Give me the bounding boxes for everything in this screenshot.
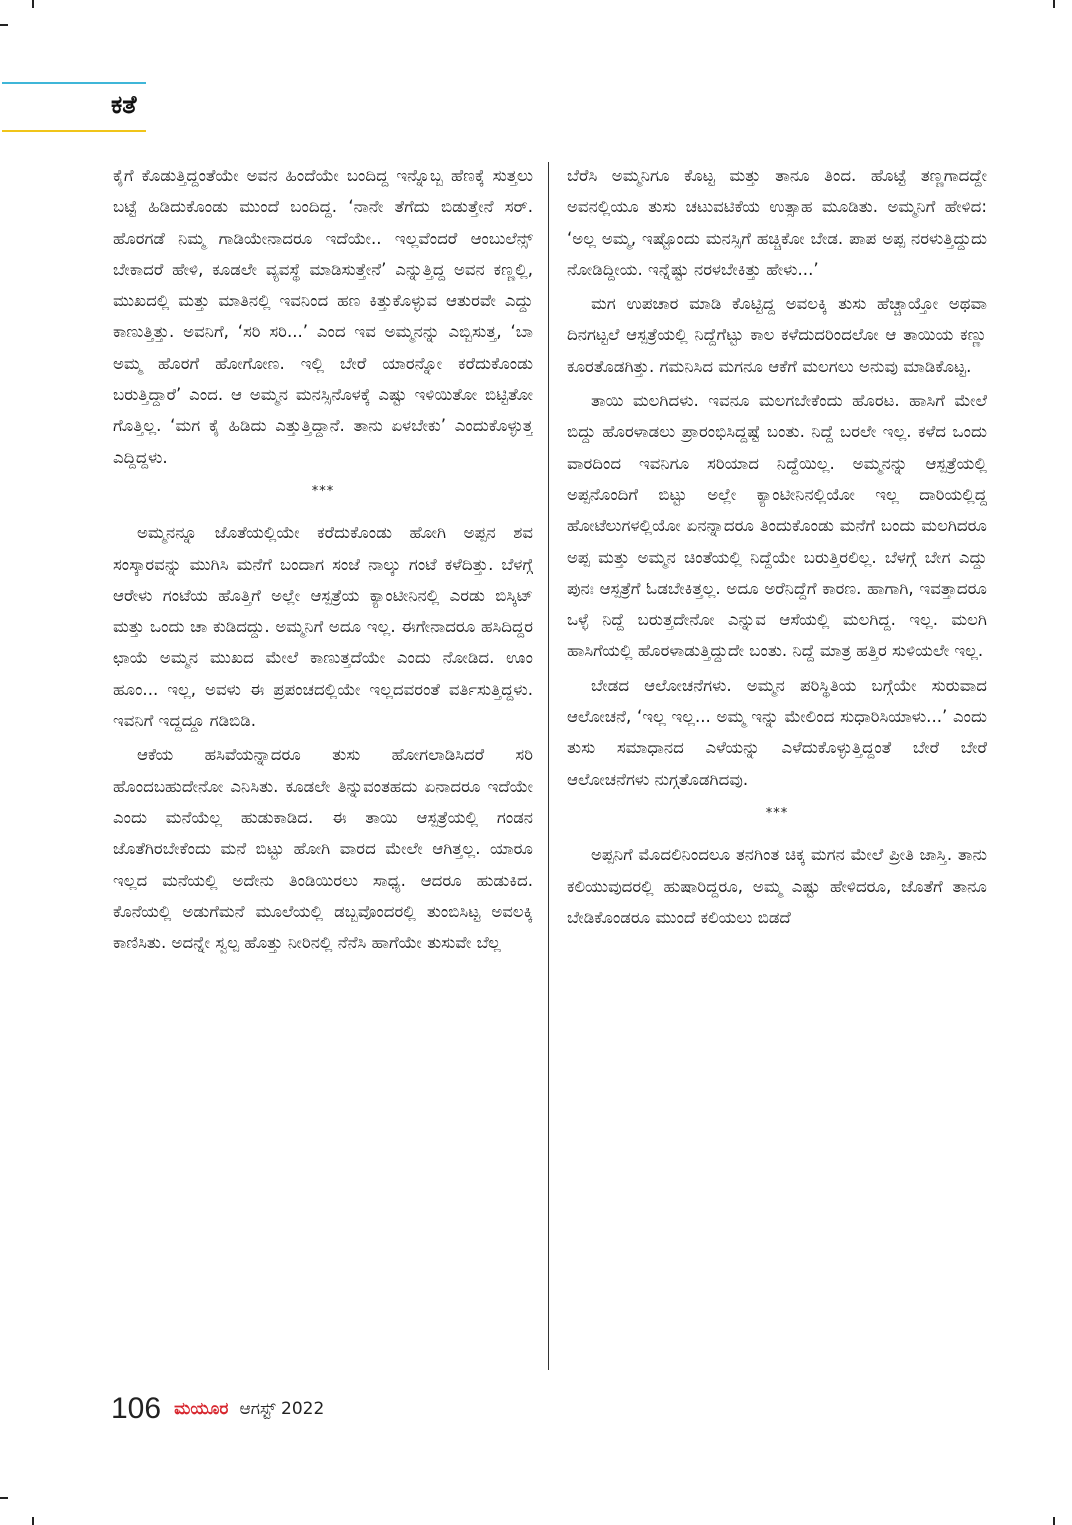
paragraph: ಅಪ್ಪನಿಗೆ ಮೊದಲಿನಿಂದಲೂ ತನಗಿಂತ ಚಿಕ್ಕ ಮಗನ ಮೇಲೆ ಪ್ರೀತಿ ಜಾಸ್ತಿ. ತಾನು ಕಲಿಯುವುದರಲ್ಲಿ ಹುಷಾರಿದ್ದರೂ, ಅಮ್ಮ ಎಷ್ಟು ಹೇಳಿದರೂ, ಜೊತೆಗೆ ತಾನೂ ಬೇಡಿಕೊಂಡರೂ ಮುಂದೆ ಕಲಿಯಲು ಬಿಡದೆ [567, 845, 987, 927]
crop-mark [32, 1517, 34, 1525]
header-rule-bottom [2, 130, 146, 132]
magazine-logo: ಮಯೂರ [174, 1399, 229, 1419]
paragraph: ಬೆರೆಸಿ ಅಮ್ಮನಿಗೂ ಕೊಟ್ಟ ಮತ್ತು ತಾನೂ ತಿಂದ. ಹೊಟ್ಟೆ ತಣ್ಣಗಾದದ್ದೇ ಅವನಲ್ಲಿಯೂ ತುಸು ಚಟುವಟಿಕೆಯ ಉತ್ಸಾಹ ಮೂಡಿತು. ಅಮ್ಮನಿಗೆ ಹೇಳಿದ: ‘ಅಲ್ಲ ಅಮ್ಮ, ಇಷ್ಟೊಂದು ಮನಸ್ಸಿಗೆ ಹಚ್ಚಿಕೋ ಬೇಡ. ಪಾಪ ಅಪ್ಪ ನರಳುತ್ತಿದ್ದುದು ನೋಡಿದ್ದೀಯ. ಇನ್ನೆಷ್ಟು ನರಳಬೇಕಿತ್ತು ಹೇಳು...’ [567, 166, 987, 279]
issue-date: ಆಗಸ್ಟ್ 2022 [239, 1399, 325, 1419]
paragraph: ಬೇಡದ ಆಲೋಚನೆಗಳು. ಅಮ್ಮನ ಪರಿಸ್ಥಿತಿಯ ಬಗ್ಗೆಯೇ ಸುರುವಾದ ಆಲೋಚನೆ, ‘ಇಲ್ಲ ಇಲ್ಲ... ಅಮ್ಮ ಇನ್ನು ಮೇಲಿಂದ ಸುಧಾರಿಸಿಯಾಳು...’ ಎಂದು ತುಸು ಸಮಾಧಾನದ ಎಳೆಯನ್ನು ಎಳೆದುಕೊಳ್ಳುತ್ತಿದ್ದಂತೆ ಬೇರೆ ಬೇರೆ ಆಲೋಚನೆಗಳು ನುಗ್ಗತೊಡಗಿದವು. [567, 675, 987, 789]
column-divider [548, 162, 549, 1370]
crop-mark [0, 24, 8, 26]
paragraph: ಮಗ ಉಪಚಾರ ಮಾಡಿ ಕೊಟ್ಟಿದ್ದ ಅವಲಕ್ಕಿ ತುಸು ಹೆಚ್ಚಾಯ್ತೋ ಅಥವಾ ದಿನಗಟ್ಟಲೆ ಆಸ್ಪತ್ರೆಯಲ್ಲಿ ನಿದ್ದೆಗೆಟ್ಟು ಕಾಲ ಕಳೆದುದರಿಂದಲೋ ಆ ತಾಯಿಯ ಕಣ್ಣು ಕೂರತೊಡಗಿತ್ತು. ಗಮನಿಸಿದ ಮಗನೂ ಆಕೆಗೆ ಮಲಗಲು ಅನುವು ಮಾಡಿಕೊಟ್ಟ. [567, 294, 987, 376]
paragraph: ಆಕೆಯ ಹಸಿವೆಯನ್ನಾದರೂ ತುಸು ಹೋಗಲಾಡಿಸಿದರೆ ಸರಿ ಹೊಂದಬಹುದೇನೋ ಎನಿಸಿತು. ಕೂಡಲೇ ತಿನ್ನುವಂತಹದು ಏನಾದರೂ ಇದೆಯೇ ಎಂದು ಮನೆಯೆಲ್ಲ ಹುಡುಕಾಡಿದ. ಈ ತಾಯಿ ಆಸ್ಪತ್ರೆಯಲ್ಲಿ ಗಂಡನ ಜೊತೆಗಿರಬೇಕೆಂದು ಮನೆ ಬಿಟ್ಟು ಹೋಗಿ ವಾರದ ಮೇಲೇ ಆಗಿತ್ತಲ್ಲ. ಯಾರೂ ಇಲ್ಲದ ಮನೆಯಲ್ಲಿ ಅದೇನು ತಿಂಡಿಯಿರಲು ಸಾಧ್ಯ. ಆದರೂ ಹುಡುಕಿದ. ಕೊನೆಯಲ್ಲಿ ಅಡುಗೆಮನೆ ಮೂಲೆಯಲ್ಲಿ ಡಬ್ಬವೊಂದರಲ್ಲಿ ತುಂಬಿಸಿಟ್ಟ ಅವಲಕ್ಕಿ ಕಾಣಿಸಿತು. ಅದನ್ನೇ ಸ್ವಲ್ಪ ಹೊತ್ತು ನೀರಿನಲ್ಲಿ ನೆನೆಸಿ ಹಾಗೆಯೇ ತುಸುವೇ ಬೆಲ್ಲ [113, 745, 533, 953]
header-rule-top [2, 82, 146, 84]
page-footer [111, 1392, 324, 1432]
section-separator: *** [765, 805, 789, 821]
paragraph: ಅಮ್ಮನನ್ನೂ ಜೊತೆಯಲ್ಲಿಯೇ ಕರೆದುಕೊಂಡು ಹೋಗಿ ಅಪ್ಪನ ಶವ ಸಂಸ್ಕಾರವನ್ನು ಮುಗಿಸಿ ಮನೆಗೆ ಬಂದಾಗ ಸಂಜೆ ನಾಲ್ಕು ಗಂಟೆ ಕಳೆದಿತ್ತು. ಬೆಳಗ್ಗೆ ಆರೇಳು ಗಂಟೆಯ ಹೊತ್ತಿಗೆ ಅಲ್ಲೇ ಆಸ್ಪತ್ರೆಯ ಕ್ಯಾಂಟೀನಿನಲ್ಲಿ ಎರಡು ಬಿಸ್ಕಿಟ್ ಮತ್ತು ಒಂದು ಚಾ ಕುಡಿದದ್ದು. ಅಮ್ಮನಿಗೆ ಅದೂ ಇಲ್ಲ. ಈಗೇನಾದರೂ ಹಸಿದಿದ್ದರ ಛಾಯೆ ಅಮ್ಮನ ಮುಖದ ಮೇಲೆ ಕಾಣುತ್ತದೆಯೇ ಎಂದು ನೋಡಿದ. ಊಂ ಹೂಂ... ಇಲ್ಲ, ಅವಳು ಈ ಪ್ರಪಂಚದಲ್ಲಿಯೇ ಇಲ್ಲದವರಂತೆ ವರ್ತಿಸುತ್ತಿದ್ದಳು. ಇವನಿಗೆ ಇದ್ದದ್ದೂ ಗಡಿಬಿಡಿ. [113, 523, 533, 731]
crop-mark [0, 1497, 8, 1499]
section-separator: *** [311, 483, 335, 499]
crop-mark [32, 0, 34, 8]
paragraph: ಕೈಗೆ ಕೊಡುತ್ತಿದ್ದಂತೆಯೇ ಅವನ ಹಿಂದೆಯೇ ಬಂದಿದ್ದ ಇನ್ನೊಬ್ಬ ಹೆಣಕ್ಕೆ ಸುತ್ತಲು ಬಟ್ಟೆ ಹಿಡಿದುಕೊಂಡು ಮುಂದೆ ಬಂದಿದ್ದ. ‘ನಾನೇ ತೆಗೆದು ಬಿಡುತ್ತೇನೆ ಸರ್. ಹೊರಗಡೆ ನಿಮ್ಮ ಗಾಡಿಯೇನಾದರೂ ಇದೆಯೇ.. ಇಲ್ಲವೆಂದರೆ ಆಂಬುಲೆನ್ಸ್ ಬೇಕಾದರೆ ಹೇಳಿ, ಕೂಡಲೇ ವ್ಯವಸ್ಥೆ ಮಾಡಿಸುತ್ತೇನೆ’ ಎನ್ನುತ್ತಿದ್ದ ಅವನ ಕಣ್ಣಲ್ಲಿ, ಮುಖದಲ್ಲಿ ಮತ್ತು ಮಾತಿನಲ್ಲಿ ಇವನಿಂದ ಹಣ ಕಿತ್ತುಕೊಳ್ಳುವ ಆತುರವೇ ಎದ್ದು ಕಾಣುತ್ತಿತ್ತು. ಅವನಿಗೆ, ‘ಸರಿ ಸರಿ...’ ಎಂದ ಇವ ಅಮ್ಮನನ್ನು ಎಬ್ಬಿಸುತ್ತ, ‘ಬಾ ಅಮ್ಮ ಹೊರಗೆ ಹೋಗೋಣ. ಇಲ್ಲಿ ಬೇರೆ ಯಾರನ್ನೋ ಕರೆದುಕೊಂಡು ಬರುತ್ತಿದ್ದಾರೆ’ ಎಂದ. ಆ ಅಮ್ಮನ ಮನಸ್ಸಿನೊಳಕ್ಕೆ ಎಷ್ಟು ಇಳಿಯಿತೋ ಬಿಟ್ಟಿತೋ ಗೊತ್ತಿಲ್ಲ. ‘ಮಗ ಕೈ ಹಿಡಿದು ಎತ್ತುತ್ತಿದ್ದಾನೆ. ತಾನು ಏಳಬೇಕು’ ಎಂದುಕೊಳ್ಳುತ್ತ ಎದ್ದಿದ್ದಳು. [113, 166, 533, 467]
crop-mark [1053, 0, 1055, 8]
section-label: ಕತೆ [111, 90, 137, 119]
page-number: 106 [111, 1392, 162, 1425]
text-column-left [113, 160, 533, 1375]
crop-mark [1053, 1517, 1055, 1525]
text-column-right [567, 160, 987, 1375]
paragraph: ತಾಯಿ ಮಲಗಿದಳು. ಇವನೂ ಮಲಗಬೇಕೆಂದು ಹೊರಟ. ಹಾಸಿಗೆ ಮೇಲೆ ಬಿದ್ದು ಹೊರಳಾಡಲು ಪ್ರಾರಂಭಿಸಿದ್ದಷ್ಟೆ ಬಂತು. ನಿದ್ದೆ ಬರಲೇ ಇಲ್ಲ. ಕಳೆದ ಒಂದು ವಾರದಿಂದ ಇವನಿಗೂ ಸರಿಯಾದ ನಿದ್ದೆಯಿಲ್ಲ. ಅಮ್ಮನನ್ನು ಆಸ್ಪತ್ರೆಯಲ್ಲಿ ಅಪ್ಪನೊಂದಿಗೆ ಬಿಟ್ಟು ಅಲ್ಲೇ ಕ್ಯಾಂಟೀನಿನಲ್ಲಿಯೋ ಇಲ್ಲ ದಾರಿಯಲ್ಲಿದ್ದ ಹೋಟೆಲುಗಳಲ್ಲಿಯೋ ಏನನ್ನಾದರೂ ತಿಂದುಕೊಂಡು ಮನೆಗೆ ಬಂದು ಮಲಗಿದರೂ ಅಪ್ಪ ಮತ್ತು ಅಮ್ಮನ ಚಿಂತೆಯಲ್ಲಿ ನಿದ್ದೆಯೇ ಬರುತ್ತಿರಲಿಲ್ಲ. ಬೆಳಗ್ಗೆ ಬೇಗ ಎದ್ದು ಪುನಃ ಆಸ್ಪತ್ರೆಗೆ ಓಡಬೇಕಿತ್ತಲ್ಲ. ಅದೂ ಅರೆನಿದ್ದೆಗೆ ಕಾರಣ. ಹಾಗಾಗಿ, ಇವತ್ತಾದರೂ ಒಳ್ಳೆ ನಿದ್ದೆ ಬರುತ್ತದೇನೋ ಎನ್ನುವ ಆಸೆಯಲ್ಲಿ ಮಲಗಿದ್ದ. ಇಲ್ಲ. ಮಲಗಿ ಹಾಸಿಗೆಯಲ್ಲಿ ಹೊರಳಾಡುತ್ತಿದ್ದುದೇ ಬಂತು. ನಿದ್ದೆ ಮಾತ್ರ ಹತ್ತಿರ ಸುಳಿಯಲೇ ಇಲ್ಲ. [567, 391, 987, 661]
